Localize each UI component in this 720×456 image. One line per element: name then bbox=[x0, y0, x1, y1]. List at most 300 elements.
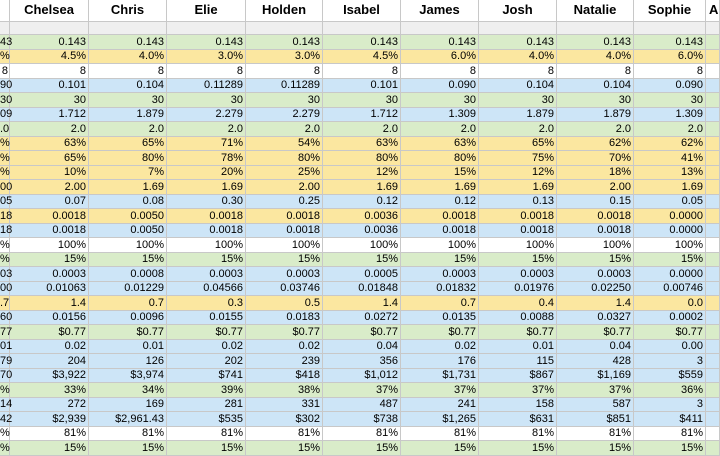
cell-isabel[interactable]: 356 bbox=[323, 354, 401, 368]
cell-holden[interactable]: 8 bbox=[246, 64, 323, 78]
cell-partial[interactable] bbox=[706, 108, 720, 121]
cell-elie[interactable]: 81% bbox=[167, 427, 246, 440]
cell-row-label[interactable]: 05 bbox=[0, 195, 13, 207]
cell-james[interactable]: 8 bbox=[401, 64, 479, 78]
cell[interactable] bbox=[167, 22, 246, 34]
cell-josh[interactable]: $867 bbox=[479, 369, 557, 382]
cell-sophie[interactable]: 41% bbox=[634, 151, 706, 165]
cell-chris[interactable]: 65% bbox=[89, 137, 167, 150]
cell-partial[interactable] bbox=[706, 35, 720, 49]
cell-natalie[interactable]: 30 bbox=[557, 93, 634, 107]
cell-isabel[interactable]: 2.0 bbox=[323, 122, 401, 136]
cell-chelsea[interactable]: 0.07 bbox=[10, 195, 89, 208]
cell-holden[interactable]: 0.143 bbox=[246, 35, 323, 49]
cell-james[interactable]: $1,265 bbox=[401, 412, 479, 426]
cell-elie[interactable]: 0.0003 bbox=[167, 267, 246, 281]
cell-isabel[interactable]: 487 bbox=[323, 398, 401, 411]
cell-partial[interactable] bbox=[706, 311, 720, 324]
cell-holden[interactable]: 54% bbox=[246, 137, 323, 150]
cell-sophie[interactable]: 1.309 bbox=[634, 108, 706, 121]
cell-isabel[interactable]: 0.0005 bbox=[323, 267, 401, 281]
cell-partial[interactable] bbox=[706, 180, 720, 194]
cell-sophie[interactable]: 15% bbox=[634, 441, 706, 455]
cell-sophie[interactable]: 0.143 bbox=[634, 35, 706, 49]
cell-josh[interactable]: 0.0018 bbox=[479, 224, 557, 237]
cell-elie[interactable]: 30 bbox=[167, 93, 246, 107]
cell-elie[interactable]: 202 bbox=[167, 354, 246, 368]
cell-sophie[interactable]: 0.00746 bbox=[634, 282, 706, 295]
cell-holden[interactable]: 2.279 bbox=[246, 108, 323, 121]
cell-partial[interactable] bbox=[706, 369, 720, 382]
cell-natalie[interactable]: 587 bbox=[557, 398, 634, 411]
cell-sophie[interactable]: 100% bbox=[634, 238, 706, 252]
cell-chelsea[interactable]: 10% bbox=[10, 166, 89, 179]
cell-josh[interactable]: 75% bbox=[479, 151, 557, 165]
cell-james[interactable]: 0.01832 bbox=[401, 282, 479, 295]
cell-james[interactable]: 0.143 bbox=[401, 35, 479, 49]
cell-partial[interactable] bbox=[706, 282, 720, 295]
cell-row-label[interactable]: 14 bbox=[0, 398, 13, 410]
cell-chelsea[interactable]: 65% bbox=[10, 151, 89, 165]
cell-chelsea[interactable]: 0.0018 bbox=[10, 209, 89, 223]
cell-josh[interactable]: 15% bbox=[479, 253, 557, 266]
cell-partial[interactable] bbox=[706, 195, 720, 208]
cell-josh[interactable]: $631 bbox=[479, 412, 557, 426]
cell-holden[interactable]: 0.03746 bbox=[246, 282, 323, 295]
cell-josh[interactable]: 0.0003 bbox=[479, 267, 557, 281]
cell-row-label[interactable]: % bbox=[0, 442, 10, 454]
cell-isabel[interactable]: 1.69 bbox=[323, 180, 401, 194]
cell-josh[interactable]: $0.77 bbox=[479, 325, 557, 339]
cell-elie[interactable]: 71% bbox=[167, 137, 246, 150]
cell-isabel[interactable]: $1,012 bbox=[323, 369, 401, 382]
cell-holden[interactable]: 38% bbox=[246, 383, 323, 397]
cell-josh[interactable]: 8 bbox=[479, 64, 557, 78]
column-header-a[interactable] bbox=[0, 0, 10, 21]
cell-holden[interactable]: 30 bbox=[246, 93, 323, 107]
cell-holden[interactable]: 0.0018 bbox=[246, 209, 323, 223]
cell-chelsea[interactable]: 2.00 bbox=[10, 180, 89, 194]
cell-chelsea[interactable]: 81% bbox=[10, 427, 89, 440]
cell-isabel[interactable]: 0.01848 bbox=[323, 282, 401, 295]
cell-partial[interactable] bbox=[706, 296, 720, 310]
cell[interactable] bbox=[479, 22, 557, 34]
cell-natalie[interactable]: 0.0018 bbox=[557, 209, 634, 223]
cell-isabel[interactable]: 12% bbox=[323, 166, 401, 179]
cell-sophie[interactable]: 0.090 bbox=[634, 79, 706, 92]
cell-elie[interactable]: 1.69 bbox=[167, 180, 246, 194]
cell-partial[interactable] bbox=[706, 354, 720, 368]
cell-isabel[interactable]: 1.4 bbox=[323, 296, 401, 310]
cell-isabel[interactable]: 15% bbox=[323, 253, 401, 266]
cell-row-label[interactable]: % bbox=[0, 166, 10, 178]
cell-natalie[interactable]: 428 bbox=[557, 354, 634, 368]
cell-james[interactable]: 15% bbox=[401, 441, 479, 455]
cell-james[interactable]: 100% bbox=[401, 238, 479, 252]
cell-sophie[interactable]: 0.0000 bbox=[634, 224, 706, 237]
cell-chelsea[interactable]: $2,939 bbox=[10, 412, 89, 426]
cell-james[interactable]: 1.309 bbox=[401, 108, 479, 121]
cell-chelsea[interactable]: 33% bbox=[10, 383, 89, 397]
cell-josh[interactable]: 15% bbox=[479, 441, 557, 455]
cell-james[interactable]: 15% bbox=[401, 253, 479, 266]
cell-sophie[interactable]: 0.0002 bbox=[634, 311, 706, 324]
cell-holden[interactable]: 81% bbox=[246, 427, 323, 440]
cell-partial[interactable] bbox=[706, 427, 720, 440]
cell-chelsea[interactable]: 1.4 bbox=[10, 296, 89, 310]
cell-partial[interactable] bbox=[706, 64, 720, 78]
cell-isabel[interactable]: 30 bbox=[323, 93, 401, 107]
cell-natalie[interactable]: 0.15 bbox=[557, 195, 634, 208]
cell-holden[interactable]: $418 bbox=[246, 369, 323, 382]
cell-elie[interactable]: 0.143 bbox=[167, 35, 246, 49]
cell[interactable] bbox=[0, 22, 10, 34]
cell-partial[interactable] bbox=[706, 93, 720, 107]
cell-isabel[interactable]: 4.5% bbox=[323, 50, 401, 63]
cell-elie[interactable]: 0.02 bbox=[167, 340, 246, 353]
cell-natalie[interactable]: $851 bbox=[557, 412, 634, 426]
cell-row-label[interactable]: 09 bbox=[0, 108, 13, 120]
cell-james[interactable]: 2.0 bbox=[401, 122, 479, 136]
cell-elie[interactable]: 100% bbox=[167, 238, 246, 252]
cell-josh[interactable]: 0.01 bbox=[479, 340, 557, 353]
cell-james[interactable]: 81% bbox=[401, 427, 479, 440]
cell-chelsea[interactable]: 8 bbox=[10, 64, 89, 78]
cell-josh[interactable]: 0.13 bbox=[479, 195, 557, 208]
cell-holden[interactable]: 2.00 bbox=[246, 180, 323, 194]
cell-partial[interactable] bbox=[706, 151, 720, 165]
cell-row-label[interactable]: % bbox=[0, 384, 10, 396]
cell-james[interactable]: 241 bbox=[401, 398, 479, 411]
column-header-holden[interactable]: Holden bbox=[246, 0, 323, 21]
cell-james[interactable]: $1,731 bbox=[401, 369, 479, 382]
cell-isabel[interactable]: 80% bbox=[323, 151, 401, 165]
cell-chris[interactable]: 4.0% bbox=[89, 50, 167, 63]
cell-chelsea[interactable]: $3,922 bbox=[10, 369, 89, 382]
cell-natalie[interactable]: 0.04 bbox=[557, 340, 634, 353]
cell-elie[interactable]: 0.0018 bbox=[167, 209, 246, 223]
cell-chris[interactable]: 34% bbox=[89, 383, 167, 397]
cell-sophie[interactable]: 1.69 bbox=[634, 180, 706, 194]
cell-chris[interactable]: 0.7 bbox=[89, 296, 167, 310]
cell[interactable] bbox=[634, 22, 706, 34]
cell-row-label[interactable]: % bbox=[0, 152, 10, 164]
cell-row-label[interactable]: % bbox=[0, 50, 10, 62]
cell-isabel[interactable]: 100% bbox=[323, 238, 401, 252]
cell-sophie[interactable]: 13% bbox=[634, 166, 706, 179]
cell-chris[interactable]: 0.01 bbox=[89, 340, 167, 353]
cell-sophie[interactable]: 36% bbox=[634, 383, 706, 397]
column-header-james[interactable]: James bbox=[401, 0, 479, 21]
cell[interactable] bbox=[401, 22, 479, 34]
cell-james[interactable]: 80% bbox=[401, 151, 479, 165]
cell-josh[interactable]: 0.0088 bbox=[479, 311, 557, 324]
cell[interactable] bbox=[706, 22, 720, 34]
cell-natalie[interactable]: 62% bbox=[557, 137, 634, 150]
cell-sophie[interactable]: 62% bbox=[634, 137, 706, 150]
cell-holden[interactable]: 0.25 bbox=[246, 195, 323, 208]
cell[interactable] bbox=[246, 22, 323, 34]
column-header-elie[interactable]: Elie bbox=[167, 0, 246, 21]
cell-chelsea[interactable]: $0.77 bbox=[10, 325, 89, 339]
cell-holden[interactable]: $0.77 bbox=[246, 325, 323, 339]
cell-isabel[interactable]: 8 bbox=[323, 64, 401, 78]
cell-chelsea[interactable]: 204 bbox=[10, 354, 89, 368]
cell-sophie[interactable]: 0.00 bbox=[634, 340, 706, 353]
cell-holden[interactable]: 331 bbox=[246, 398, 323, 411]
cell-partial[interactable] bbox=[706, 79, 720, 92]
cell-sophie[interactable]: 0.0000 bbox=[634, 267, 706, 281]
cell-holden[interactable]: 100% bbox=[246, 238, 323, 252]
cell-josh[interactable]: 115 bbox=[479, 354, 557, 368]
cell-chris[interactable]: 81% bbox=[89, 427, 167, 440]
cell-natalie[interactable]: 8 bbox=[557, 64, 634, 78]
cell-sophie[interactable]: 6.0% bbox=[634, 50, 706, 63]
cell-james[interactable]: 1.69 bbox=[401, 180, 479, 194]
cell-chelsea[interactable]: 0.143 bbox=[10, 35, 89, 49]
cell-sophie[interactable]: $411 bbox=[634, 412, 706, 426]
cell[interactable] bbox=[323, 22, 401, 34]
cell-sophie[interactable]: 0.0000 bbox=[634, 209, 706, 223]
cell-partial[interactable] bbox=[706, 137, 720, 150]
cell-partial[interactable] bbox=[706, 383, 720, 397]
cell-chelsea[interactable]: 100% bbox=[10, 238, 89, 252]
cell-chris[interactable]: 0.0050 bbox=[89, 209, 167, 223]
cell-james[interactable]: 0.0018 bbox=[401, 224, 479, 237]
cell-james[interactable]: 63% bbox=[401, 137, 479, 150]
cell-chelsea[interactable]: 0.0003 bbox=[10, 267, 89, 281]
cell-chelsea[interactable]: 0.0156 bbox=[10, 311, 89, 324]
cell-row-label[interactable]: 30 bbox=[0, 94, 13, 106]
cell-elie[interactable]: 8 bbox=[167, 64, 246, 78]
cell-elie[interactable]: 78% bbox=[167, 151, 246, 165]
column-header-chelsea[interactable]: Chelsea bbox=[10, 0, 89, 21]
cell-isabel[interactable]: 0.143 bbox=[323, 35, 401, 49]
cell-isabel[interactable]: 37% bbox=[323, 383, 401, 397]
cell-chris[interactable]: 169 bbox=[89, 398, 167, 411]
cell-natalie[interactable]: 2.0 bbox=[557, 122, 634, 136]
cell-chris[interactable]: 0.08 bbox=[89, 195, 167, 208]
cell-josh[interactable]: 30 bbox=[479, 93, 557, 107]
cell-chelsea[interactable]: 30 bbox=[10, 93, 89, 107]
cell-chris[interactable]: 8 bbox=[89, 64, 167, 78]
cell-row-label[interactable]: 43 bbox=[0, 36, 13, 48]
column-header-partial[interactable]: A bbox=[706, 0, 720, 21]
cell-natalie[interactable]: 0.0003 bbox=[557, 267, 634, 281]
cell-elie[interactable]: 0.0018 bbox=[167, 224, 246, 237]
cell-chris[interactable]: 15% bbox=[89, 441, 167, 455]
cell[interactable] bbox=[557, 22, 634, 34]
cell-josh[interactable]: 2.0 bbox=[479, 122, 557, 136]
cell-elie[interactable]: 0.3 bbox=[167, 296, 246, 310]
column-header-chris[interactable]: Chris bbox=[89, 0, 167, 21]
cell-partial[interactable] bbox=[706, 238, 720, 252]
cell-elie[interactable]: 0.04566 bbox=[167, 282, 246, 295]
cell-chelsea[interactable]: 2.0 bbox=[10, 122, 89, 136]
cell-sophie[interactable]: 3 bbox=[634, 398, 706, 411]
cell-natalie[interactable]: 0.0018 bbox=[557, 224, 634, 237]
cell-sophie[interactable]: 0.05 bbox=[634, 195, 706, 208]
cell-natalie[interactable]: 2.00 bbox=[557, 180, 634, 194]
cell-elie[interactable]: 39% bbox=[167, 383, 246, 397]
cell-isabel[interactable]: 1.712 bbox=[323, 108, 401, 121]
cell-chris[interactable]: 2.0 bbox=[89, 122, 167, 136]
cell-holden[interactable]: 3.0% bbox=[246, 50, 323, 63]
cell-isabel[interactable]: 63% bbox=[323, 137, 401, 150]
cell-elie[interactable]: 20% bbox=[167, 166, 246, 179]
cell-row-label[interactable]: % bbox=[0, 427, 10, 439]
cell-chelsea[interactable]: 0.101 bbox=[10, 79, 89, 92]
cell-james[interactable]: 0.7 bbox=[401, 296, 479, 310]
cell-sophie[interactable]: $559 bbox=[634, 369, 706, 382]
cell-josh[interactable]: 1.69 bbox=[479, 180, 557, 194]
cell-row-label[interactable]: 00 bbox=[0, 181, 13, 193]
cell-row-label[interactable]: % bbox=[0, 253, 10, 265]
cell-chelsea[interactable]: 272 bbox=[10, 398, 89, 411]
cell-partial[interactable] bbox=[706, 209, 720, 223]
cell-partial[interactable] bbox=[706, 224, 720, 237]
cell-isabel[interactable]: $738 bbox=[323, 412, 401, 426]
cell-natalie[interactable]: 0.143 bbox=[557, 35, 634, 49]
cell-partial[interactable] bbox=[706, 253, 720, 266]
cell-natalie[interactable]: 37% bbox=[557, 383, 634, 397]
cell-row-label[interactable]: 18 bbox=[0, 210, 13, 222]
cell-holden[interactable]: $302 bbox=[246, 412, 323, 426]
cell-row-label[interactable]: .7 bbox=[0, 297, 10, 309]
cell-holden[interactable]: 0.5 bbox=[246, 296, 323, 310]
cell-elie[interactable]: 0.11289 bbox=[167, 79, 246, 92]
cell-holden[interactable]: 0.02 bbox=[246, 340, 323, 353]
cell-partial[interactable] bbox=[706, 412, 720, 426]
cell-james[interactable]: 37% bbox=[401, 383, 479, 397]
cell-natalie[interactable]: 81% bbox=[557, 427, 634, 440]
cell-josh[interactable]: 4.0% bbox=[479, 50, 557, 63]
cell-chris[interactable]: 0.104 bbox=[89, 79, 167, 92]
cell-holden[interactable]: 25% bbox=[246, 166, 323, 179]
cell-chris[interactable]: 0.0008 bbox=[89, 267, 167, 281]
cell-partial[interactable] bbox=[706, 398, 720, 411]
cell-natalie[interactable]: 0.02250 bbox=[557, 282, 634, 295]
cell-elie[interactable]: 0.30 bbox=[167, 195, 246, 208]
cell-chris[interactable]: 1.879 bbox=[89, 108, 167, 121]
cell-josh[interactable]: 158 bbox=[479, 398, 557, 411]
cell-elie[interactable]: $535 bbox=[167, 412, 246, 426]
cell-james[interactable]: 0.12 bbox=[401, 195, 479, 208]
cell-natalie[interactable]: $1,169 bbox=[557, 369, 634, 382]
cell-elie[interactable]: 3.0% bbox=[167, 50, 246, 63]
cell-partial[interactable] bbox=[706, 166, 720, 179]
cell-sophie[interactable]: 81% bbox=[634, 427, 706, 440]
cell-chris[interactable]: 0.143 bbox=[89, 35, 167, 49]
cell-row-label[interactable]: 01 bbox=[0, 340, 13, 352]
cell-elie[interactable]: 0.0155 bbox=[167, 311, 246, 324]
cell-chris[interactable]: 126 bbox=[89, 354, 167, 368]
cell-josh[interactable]: 0.104 bbox=[479, 79, 557, 92]
cell-chelsea[interactable]: 4.5% bbox=[10, 50, 89, 63]
cell-sophie[interactable]: 30 bbox=[634, 93, 706, 107]
cell-elie[interactable]: 15% bbox=[167, 441, 246, 455]
cell[interactable] bbox=[10, 22, 89, 34]
cell-isabel[interactable]: 0.0272 bbox=[323, 311, 401, 324]
cell-chris[interactable]: 0.01229 bbox=[89, 282, 167, 295]
cell-partial[interactable] bbox=[706, 267, 720, 281]
cell-partial[interactable] bbox=[706, 441, 720, 455]
cell-chris[interactable]: 0.0096 bbox=[89, 311, 167, 324]
cell[interactable] bbox=[89, 22, 167, 34]
cell-natalie[interactable]: 4.0% bbox=[557, 50, 634, 63]
cell-row-label[interactable]: 03 bbox=[0, 268, 13, 280]
cell-row-label[interactable]: % bbox=[0, 239, 10, 251]
cell-josh[interactable]: 81% bbox=[479, 427, 557, 440]
cell-josh[interactable]: 37% bbox=[479, 383, 557, 397]
cell-josh[interactable]: 0.143 bbox=[479, 35, 557, 49]
cell-isabel[interactable]: 0.0036 bbox=[323, 224, 401, 237]
cell-holden[interactable]: 15% bbox=[246, 253, 323, 266]
cell-row-label[interactable]: 70 bbox=[0, 369, 13, 381]
column-header-josh[interactable]: Josh bbox=[479, 0, 557, 21]
cell-elie[interactable]: $0.77 bbox=[167, 325, 246, 339]
cell-row-label[interactable]: 18 bbox=[0, 224, 13, 236]
cell-natalie[interactable]: 0.0327 bbox=[557, 311, 634, 324]
cell-natalie[interactable]: 70% bbox=[557, 151, 634, 165]
cell-chris[interactable]: $3,974 bbox=[89, 369, 167, 382]
cell-isabel[interactable]: 15% bbox=[323, 441, 401, 455]
cell-josh[interactable]: 0.0018 bbox=[479, 209, 557, 223]
cell-row-label[interactable]: % bbox=[0, 137, 10, 149]
cell-isabel[interactable]: 81% bbox=[323, 427, 401, 440]
cell-row-label[interactable]: 00 bbox=[0, 282, 13, 294]
cell-james[interactable]: 0.0135 bbox=[401, 311, 479, 324]
cell-elie[interactable]: 15% bbox=[167, 253, 246, 266]
cell-elie[interactable]: 281 bbox=[167, 398, 246, 411]
cell-holden[interactable]: 0.11289 bbox=[246, 79, 323, 92]
cell-natalie[interactable]: 1.4 bbox=[557, 296, 634, 310]
cell-sophie[interactable]: 15% bbox=[634, 253, 706, 266]
cell-josh[interactable]: 0.4 bbox=[479, 296, 557, 310]
cell-elie[interactable]: 2.279 bbox=[167, 108, 246, 121]
cell-chris[interactable]: 80% bbox=[89, 151, 167, 165]
cell-isabel[interactable]: 0.12 bbox=[323, 195, 401, 208]
cell-holden[interactable]: 0.0003 bbox=[246, 267, 323, 281]
cell-chris[interactable]: $0.77 bbox=[89, 325, 167, 339]
cell-chris[interactable]: $2,961.43 bbox=[89, 412, 167, 426]
cell-partial[interactable] bbox=[706, 325, 720, 339]
cell-chelsea[interactable]: 0.02 bbox=[10, 340, 89, 353]
cell-josh[interactable]: 12% bbox=[479, 166, 557, 179]
cell-row-label[interactable]: 90 bbox=[0, 79, 13, 91]
cell-holden[interactable]: 2.0 bbox=[246, 122, 323, 136]
cell-natalie[interactable]: 15% bbox=[557, 253, 634, 266]
cell-row-label[interactable]: 8 bbox=[1, 65, 8, 77]
cell-chelsea[interactable]: 0.0018 bbox=[10, 224, 89, 237]
cell-holden[interactable]: 0.0183 bbox=[246, 311, 323, 324]
cell-holden[interactable]: 0.0018 bbox=[246, 224, 323, 237]
cell-james[interactable]: 0.0018 bbox=[401, 209, 479, 223]
cell-james[interactable]: 0.090 bbox=[401, 79, 479, 92]
cell-partial[interactable] bbox=[706, 340, 720, 353]
cell-sophie[interactable]: $0.77 bbox=[634, 325, 706, 339]
cell-natalie[interactable]: $0.77 bbox=[557, 325, 634, 339]
cell-isabel[interactable]: 0.101 bbox=[323, 79, 401, 92]
cell-josh[interactable]: 1.879 bbox=[479, 108, 557, 121]
cell-chris[interactable]: 15% bbox=[89, 253, 167, 266]
cell-james[interactable]: 30 bbox=[401, 93, 479, 107]
cell-sophie[interactable]: 3 bbox=[634, 354, 706, 368]
cell-chelsea[interactable]: 15% bbox=[10, 441, 89, 455]
cell-josh[interactable]: 65% bbox=[479, 137, 557, 150]
cell-james[interactable]: 176 bbox=[401, 354, 479, 368]
cell-james[interactable]: 0.02 bbox=[401, 340, 479, 353]
